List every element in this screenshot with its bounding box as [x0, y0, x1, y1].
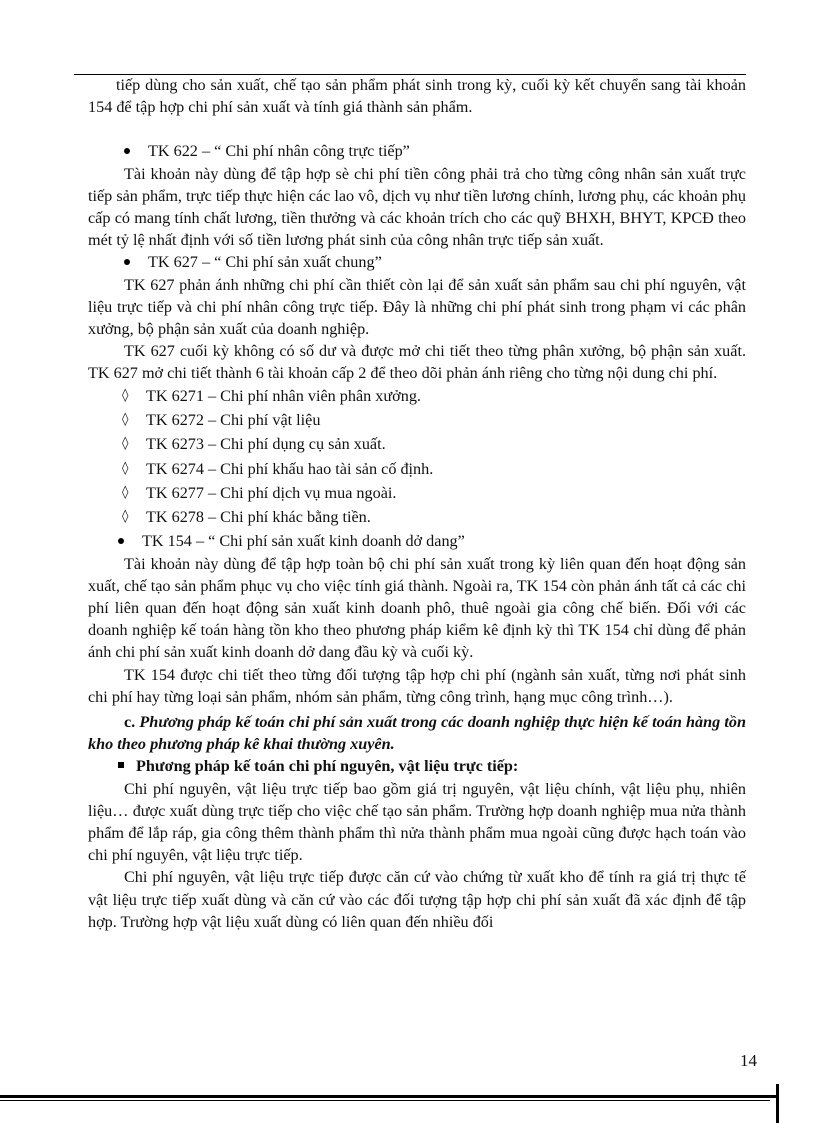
diamond-icon: ◊ — [122, 387, 129, 403]
paragraph-tk154-b: TK 154 được chi tiết theo từng đối tượng tập hợp chi phí (ngành sản xuất, từng nơi phát sinh chi phí hay từng loại sản phẩm, nhóm sản phẩm, từng công trình, hạng mục công trình…). — [88, 665, 746, 706]
sub-item-text: TK 6278 – Chi phí khác bằng tiền. — [146, 508, 371, 527]
paragraph-tk154-a: Tài khoản này dùng để tập hợp toàn bộ chi phí sản xuất trong kỳ liên quan đến hoạt động sản xuất, chế tạo sản phẩm phục vụ cho việc tính giá thành. Ngoài ra, TK 154 còn phản ánh tất cả các chi phí liên quan đến hoạt động sản xuất kinh doanh phô, thuê ngoài gia công chế biến. Đối với các doanh nghiệp kế toán hàng tồn kho theo phương pháp kiểm kê định kỳ thì TK 154 chỉ dùng để phản ánh chi phí sản xuất kinh doanh dở dang đầu kỳ và cuối kỳ. — [88, 554, 746, 662]
sub-item-tk6272 — [88, 409, 746, 433]
page-frame-right — [776, 1084, 779, 1123]
sub-item-text: TK 6273 – Chi phí dụng cụ sản xuất. — [146, 435, 386, 454]
blank-line — [88, 118, 746, 140]
bullet-tk622-text: TK 622 – “ Chi phí nhân công trực tiếp” — [148, 142, 410, 161]
sub-item-tk6274 — [88, 458, 746, 482]
sub-item-text: TK 6277 – Chi phí dịch vụ mua ngoài. — [146, 483, 397, 502]
bullet-tk622 — [88, 140, 746, 162]
sub-item-tk6273 — [88, 433, 746, 457]
sub-item-text: TK 6271 – Chi phí nhân viên phân xưởng. — [146, 386, 421, 405]
diamond-icon: ◊ — [122, 436, 129, 452]
paragraph-tk627-a: TK 627 phản ánh những chi phí cần thiết còn lại để sản xuất sản phẩm sau chi phí nguyên, vật liệu trực tiếp và chi phí nhân công trực tiếp. Đây là những chi phí phát sinh trong phạm vi các phân xưởng, bộ phận sản xuất của doanh nghiệp. — [88, 275, 746, 339]
paragraph-nvl-b: Chi phí nguyên, vật liệu trực tiếp được căn cứ vào chứng từ xuất kho để tính ra giá trị thực tế vật liệu trực tiếp xuất dùng và căn cứ vào các đối tượng tập hợp chi phí sản xuất đã xác định để tập hợp. Trường hợp vật liệu xuất dùng có liên quan đến nhiều đối — [88, 868, 746, 931]
sub-item-tk6278 — [88, 506, 746, 530]
section-heading-c — [88, 711, 746, 755]
page-frame-bottom-thin — [0, 1100, 770, 1101]
square-bullet-icon — [118, 762, 124, 768]
section-heading-letter: c. — [124, 713, 136, 732]
sub-item-tk6277 — [88, 482, 746, 506]
diamond-icon: ◊ — [122, 484, 129, 500]
bullet-tk627 — [88, 251, 746, 273]
body-text — [88, 74, 746, 933]
bullet-tk154-text: TK 154 – “ Chi phí sản xuất kinh doanh dở dang” — [142, 532, 465, 551]
paragraph-tk622: Tài khoản này dùng để tập hợp sè chi phí tiền công phải trả cho từng công nhân sản xuất trực tiếp sản phẩm, trực tiếp thực hiện các lao vô, dịch vụ như tiền lương chính, lương phụ, các khoản phụ cấp có mang tính chất lương, tiền thưởng và các khoản trích cho các quỹ BHXH, BHYT, KPCĐ theo mét tỷ lệ nhất định với số tiền lương phát sinh của công nhân trực tiếp sản xuất. — [88, 164, 746, 250]
section-heading-text: Phương pháp kế toán chi phí sản xuất trong các doanh nghiệp thực hiện kế toán hàng tồn kho theo phương pháp kê khai thường xuyên. — [88, 713, 747, 754]
subheading-nguyen-vat-lieu — [88, 755, 746, 777]
sub-item-text: TK 6274 – Chi phí khấu hao tài sản cố định. — [146, 459, 434, 478]
sub-item-text: TK 6272 – Chi phí vật liệu — [146, 410, 321, 429]
page-number: 14 — [740, 1051, 757, 1070]
sub-item-tk6271 — [88, 385, 746, 409]
page-frame-bottom — [0, 1095, 779, 1098]
paragraph-tk627-b: TK 627 cuối kỳ không có số dư và được mở chi tiết theo từng phân xưởng, bộ phận sản xuất. TK 627 mở chi tiết thành 6 tài khoản cấp 2 để theo dõi phản ánh riêng cho từng nội dung chi phí. — [88, 342, 746, 383]
diamond-icon: ◊ — [122, 411, 129, 427]
bullet-tk154 — [88, 530, 746, 552]
diamond-icon: ◊ — [122, 509, 129, 525]
diamond-icon: ◊ — [122, 460, 129, 476]
paragraph-continuation: tiếp dùng cho sản xuất, chế tạo sản phẩm phát sinh trong kỳ, cuối kỳ kết chuyển sang tài khoản 154 để tập hợp chi phí sản xuất và tính giá thành sản phẩm. — [88, 76, 746, 117]
bullet-tk627-text: TK 627 – “ Chi phí sản xuất chung” — [148, 253, 382, 272]
paragraph-nvl-a: Chi phí nguyên, vật liệu trực tiếp bao gồm giá trị nguyên, vật liệu chính, vật liệu phụ, nhiên liệu… được xuất dùng trực tiếp cho việc chế tạo sản phẩm. Trường hợp doanh nghiệp mua nửa thành phẩm để lắp ráp, gia công thêm thành phẩm thì nửa thành phẩm mua ngoài cũng được hạch toán vào chi phí nguyên, vật liệu trực tiếp. — [88, 779, 746, 865]
subheading-text: Phương pháp kế toán chi phí nguyên, vật liệu trực tiếp: — [136, 757, 519, 776]
